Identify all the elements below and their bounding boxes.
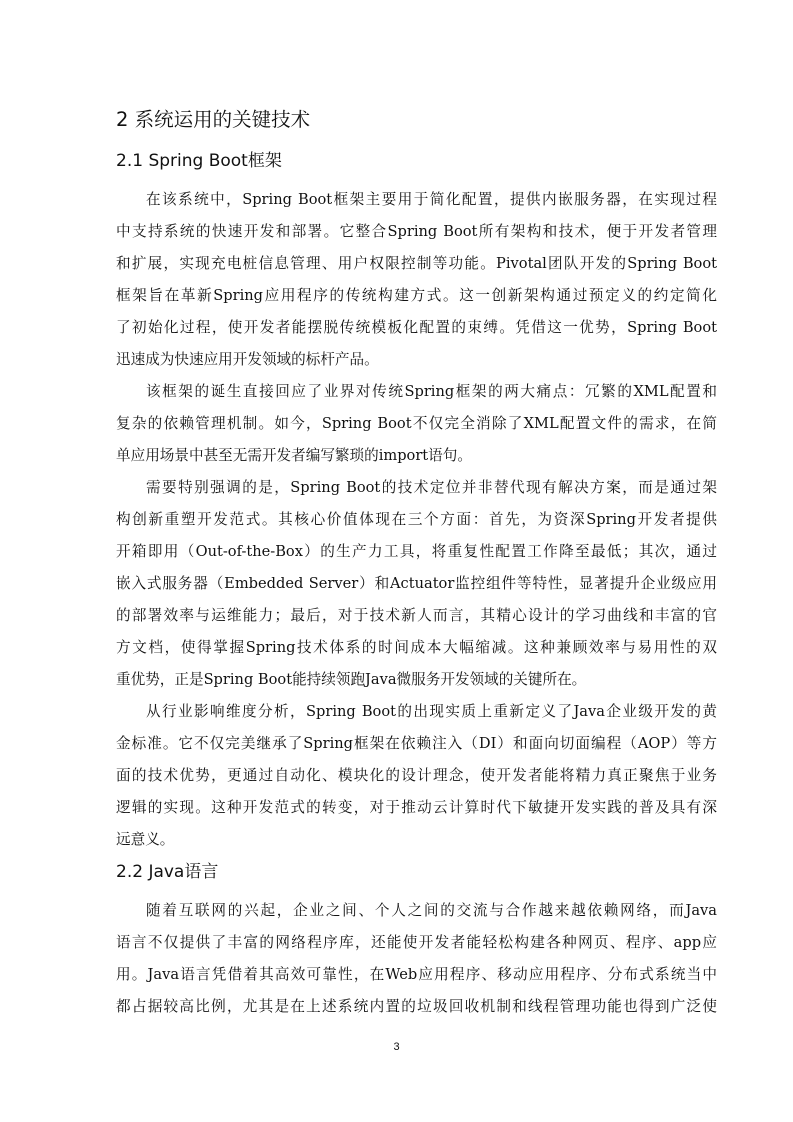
paragraph-line: 单应用场景中甚至无需开发者编写繁琐的import语句。 <box>116 447 472 464</box>
paragraph-line: 的部署效率与运维能力；最后，对于技术新人而言，其精心设计的学习曲线和丰富的官 <box>116 607 717 624</box>
paragraph-line: 从行业影响维度分析，Spring Boot的出现实质上重新定义了Java企业级开发的黄 <box>146 703 717 720</box>
paragraph-line: 随着互联网的兴起，企业之间、个人之间的交流与合作越来越依赖网络，而Java <box>146 902 717 919</box>
paragraph-line: 重优势，正是Spring Boot能持续领跑Java微服务开发领域的关键所在。 <box>116 671 587 688</box>
paragraph-line: 和扩展，实现充电桩信息管理、用户权限控制等功能。Pivotal团队开发的Spring Boot <box>116 255 717 272</box>
paragraph-line: 中支持系统的快速开发和部署。它整合Spring Boot所有架构和技术，便于开发者管理 <box>116 223 717 240</box>
paragraph-line: 开箱即用（Out-of-the-Box）的生产力工具，将重复性配置工作降至最低；其次，通过 <box>116 543 717 560</box>
paragraph-line: 用。Java语言凭借着其高效可靠性，在Web应用程序、移动应用程序、分布式系统当中 <box>116 966 717 983</box>
paragraph-line: 语言不仅提供了丰富的网络程序库，还能使开发者能轻松构建各种网页、程序、app应 <box>116 934 717 951</box>
paragraph-line: 金标准。它不仅完美继承了Spring框架在依赖注入（DI）和面向切面编程（AOP）等方 <box>116 735 717 752</box>
section-heading-java: 2.2 Java语言 <box>116 862 219 882</box>
paragraph-line: 需要特别强调的是，Spring Boot的技术定位并非替代现有解决方案，而是通过架 <box>146 479 717 496</box>
section-heading-spring-boot: 2.1 Spring Boot框架 <box>116 151 282 171</box>
paragraph-line: 框架旨在革新Spring应用程序的传统构建方式。这一创新架构通过预定义的约定简化 <box>116 287 717 304</box>
paragraph-line: 构创新重塑开发范式。其核心价值体现在三个方面：首先，为资深Spring开发者提供 <box>116 511 717 528</box>
paragraph-line: 该框架的诞生直接回应了业界对传统Spring框架的两大痛点：冗繁的XML配置和 <box>146 383 717 400</box>
chapter-heading: 2 系统运用的关键技术 <box>116 108 311 131</box>
paragraph-line: 迅速成为快速应用开发领域的标杆产品。 <box>116 351 379 368</box>
paragraph-line: 在该系统中，Spring Boot框架主要用于简化配置，提供内嵌服务器，在实现过程 <box>146 191 717 208</box>
paragraph-line: 嵌入式服务器（Embedded Server）和Actuator监控组件等特性，显著提升企业级应用 <box>116 575 717 592</box>
page-number: 3 <box>393 1041 400 1053</box>
paragraph-line: 远意义。 <box>116 831 175 848</box>
paragraph-line: 都占据较高比例，尤其是在上述系统内置的垃圾回收机制和线程管理功能也得到广泛使 <box>116 998 717 1015</box>
paragraph-line: 面的技术优势，更通过自动化、模块化的设计理念，使开发者能将精力真正聚焦于业务 <box>116 767 717 784</box>
paragraph-line: 逻辑的实现。这种开发范式的转变，对于推动云计算时代下敏捷开发实践的普及具有深 <box>116 799 717 816</box>
paragraph-line: 复杂的依赖管理机制。如今，Spring Boot不仅完全消除了XML配置文件的需求，在简 <box>116 415 717 432</box>
paragraph-line: 方文档，使得掌握Spring技术体系的时间成本大幅缩减。这种兼顾效率与易用性的双 <box>116 639 717 656</box>
paragraph-line: 了初始化过程，使开发者能摆脱传统模板化配置的束缚。凭借这一优势，Spring Boot <box>116 319 717 336</box>
